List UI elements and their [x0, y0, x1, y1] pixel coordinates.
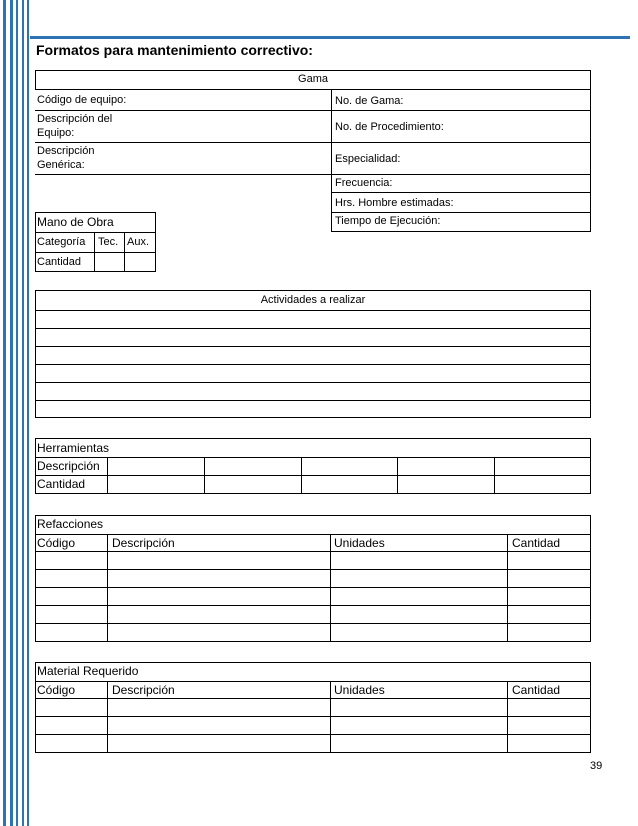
categoria-label: Categoría [37, 236, 86, 248]
herramientas-title: Herramientas [37, 441, 110, 455]
tec-label: Tec. [98, 236, 119, 248]
divider [107, 681, 108, 753]
col-codigo: Código [37, 683, 76, 697]
tiempo-ejecucion-label: Tiempo de Ejecución: [335, 215, 441, 227]
page-title: Formatos para mantenimiento correctivo: [36, 42, 313, 58]
descripcion-equipo-label-2: Equipo: [37, 127, 75, 139]
hrs-hombre-label: Hrs. Hombre estimadas: [335, 197, 454, 209]
actividad-row[interactable] [35, 328, 591, 329]
aux-cantidad-cell[interactable] [125, 253, 155, 271]
actividad-row[interactable] [35, 400, 591, 401]
no-gama-label: No. de Gama: [335, 95, 404, 107]
divider [330, 534, 331, 642]
divider [204, 457, 205, 494]
divider [507, 534, 508, 642]
col-cantidad: Cantidad [512, 536, 561, 550]
divider [35, 232, 156, 233]
divider [107, 534, 108, 642]
frecuencia-label: Frecuencia: [335, 177, 393, 189]
mano-obra-title: Mano de Obra [37, 215, 114, 229]
divider [35, 310, 591, 311]
divider [494, 457, 495, 494]
margin-bar [3, 0, 6, 826]
codigo-equipo-label: Código de equipo: [37, 94, 127, 106]
actividad-row[interactable] [35, 382, 591, 383]
page-number: 39 [590, 760, 603, 772]
margin-bar [22, 0, 24, 826]
refacciones-title: Refacciones [37, 517, 104, 531]
col-descripcion: Descripción [112, 536, 175, 550]
divider [507, 681, 508, 753]
divider [331, 192, 591, 193]
divider [331, 90, 332, 231]
divider [35, 475, 591, 476]
margin-bar [16, 0, 18, 826]
divider [331, 174, 591, 175]
actividad-row[interactable] [35, 364, 591, 365]
actividades-header: Actividades a realizar [260, 294, 366, 306]
herramientas-descripcion-label: Descripción [37, 459, 100, 473]
col-descripcion: Descripción [112, 683, 175, 697]
divider [330, 681, 331, 753]
col-cantidad: Cantidad [512, 683, 561, 697]
material-title: Material Requerido [37, 664, 139, 678]
tec-cantidad-cell[interactable] [95, 253, 124, 271]
no-procedimiento-label: No. de Procedimiento: [335, 121, 444, 133]
actividad-row[interactable] [35, 346, 591, 347]
divider [331, 231, 591, 232]
divider [397, 457, 398, 494]
header-rule [30, 36, 630, 39]
divider [590, 90, 591, 231]
divider [331, 110, 591, 111]
divider [35, 142, 331, 143]
herramientas-cantidad-label: Cantidad [37, 477, 86, 491]
col-codigo: Código [37, 536, 76, 550]
gama-header: Gama [298, 73, 328, 85]
divider [35, 457, 591, 458]
divider [331, 212, 591, 213]
divider [301, 457, 302, 494]
herramientas-box [35, 438, 591, 494]
col-unidades: Unidades [334, 536, 385, 550]
margin-bar [27, 0, 29, 826]
descripcion-generica-label: Descripción [37, 145, 95, 157]
descripcion-generica-label-2: Genérica: [37, 159, 85, 171]
divider [331, 142, 591, 143]
divider [107, 457, 108, 494]
cantidad-label: Cantidad [37, 256, 82, 268]
margin-bar [10, 0, 13, 826]
especialidad-label: Especialidad: [335, 153, 401, 165]
divider [35, 110, 331, 111]
descripcion-equipo-label: Descripción del [37, 113, 113, 125]
col-unidades: Unidades [334, 683, 385, 697]
aux-label: Aux. [127, 236, 150, 248]
divider [35, 174, 331, 175]
